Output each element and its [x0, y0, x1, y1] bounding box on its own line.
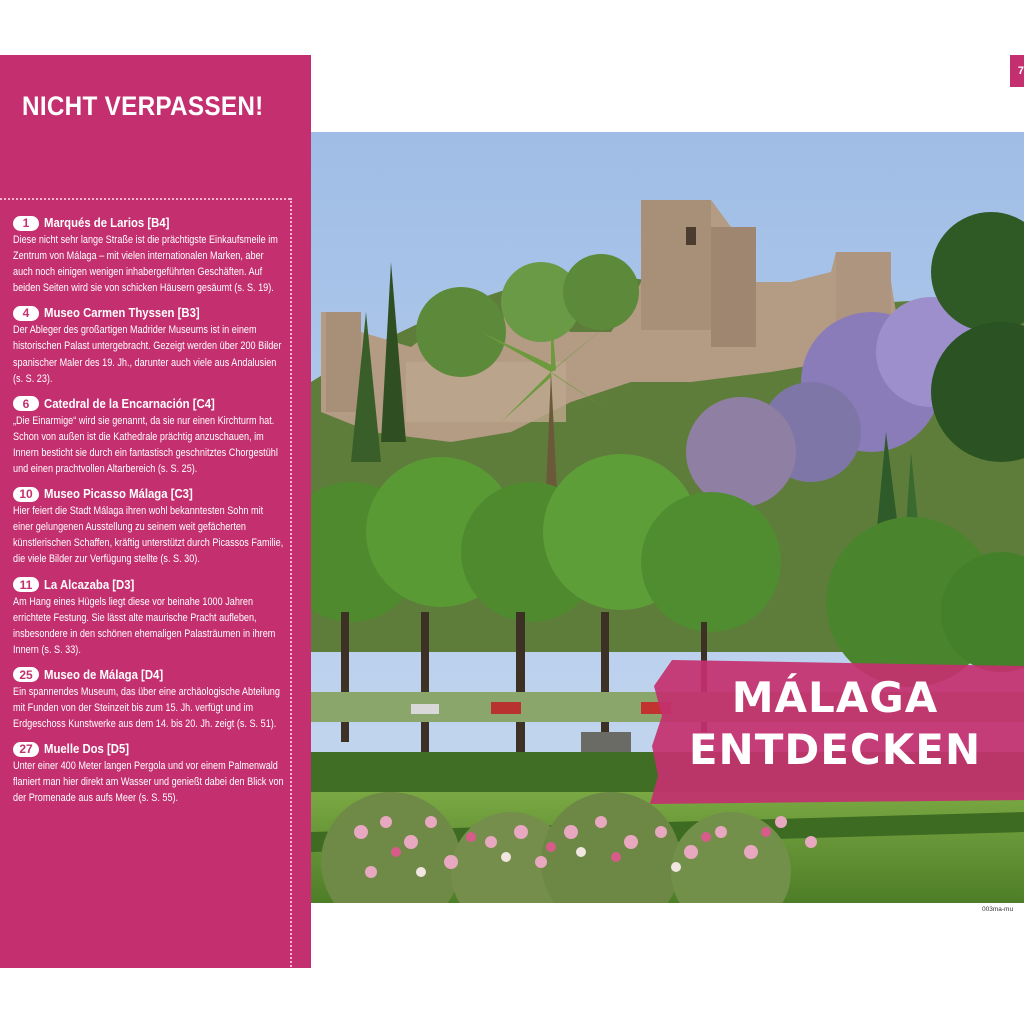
tip-number-badge: 27 — [13, 742, 39, 757]
tip-item — [13, 577, 285, 658]
tip-header — [13, 577, 285, 593]
tip-body: „Die Einarmige“ wird sie genannt, da sie nur einen Kirchturm hat. Schon von außen ist die Kathedrale prächtig anzuschauen, im Innern besticht sie durch ein fantastisch geschnitztes Chorgestühl und einen prachtvollen Altarbereich (s. S. 25). — [13, 414, 278, 476]
tip-number-badge: 6 — [13, 396, 39, 411]
tip-item — [13, 396, 285, 477]
tip-number-badge: 11 — [13, 577, 39, 592]
tip-title: Muelle Dos [D5] — [44, 741, 130, 757]
tip-item — [13, 305, 285, 386]
tip-title: La Alcazaba [D3] — [44, 576, 135, 592]
tip-header — [13, 305, 285, 321]
sidebar-divider — [0, 198, 290, 200]
photo-credit: 003ma-mu — [982, 906, 1014, 913]
tip-title: Museo Carmen Thyssen [B3] — [44, 305, 200, 321]
sidebar-divider-vertical — [290, 198, 292, 968]
tip-item — [13, 215, 285, 296]
tip-number-badge: 25 — [13, 667, 39, 682]
tip-item — [13, 486, 285, 567]
tip-number-badge: 10 — [13, 487, 39, 502]
tip-header — [13, 486, 285, 502]
tip-body: Der Ableger des großartigen Madrider Museums ist in einem historischen Palast untergebracht. Gezeigt werden über 200 Bilder spanischer Maler des 19. Jh., darunter auch viele aus Andalusien (s. S. 23). — [13, 324, 282, 385]
tip-header — [13, 741, 285, 757]
tip-title: Museo de Málaga [D4] — [44, 666, 164, 682]
headline — [650, 672, 1020, 776]
tip-body: Ein spannendes Museum, das über eine archäologische Abteilung mit Funden von der Steinzeit bis zum 15. Jh. verfügt und im Erdgeschoss Kunstwerke aus dem 14. bis 20. Jh. zeigt (s. S. 51). — [13, 685, 280, 731]
tip-title: Catedral de la Encarnación [C4] — [44, 395, 215, 411]
tip-item — [13, 741, 285, 806]
tip-number-badge: 1 — [13, 216, 39, 231]
sidebar-title: NICHT VERPASSEN! — [22, 91, 264, 121]
sidebar-panel — [0, 55, 311, 968]
tip-header — [13, 215, 285, 231]
tip-item — [13, 667, 285, 732]
page-number: 7 — [1010, 55, 1024, 87]
tip-number-badge: 4 — [13, 306, 39, 321]
tip-body: Diese nicht sehr lange Straße ist die prächtigste Einkaufsmeile im Zentrum von Málaga – mit vielen internationalen Marken, aber auch noch einigen wenigen inhabergeführten Geschäften. Auf beiden Seiten wird sie von schicken Häusern gesäumt (s. S. 19). — [13, 234, 278, 295]
headline-line-2: ENTDECKEN — [688, 725, 982, 774]
tip-list — [13, 215, 285, 815]
tip-title: Museo Picasso Málaga [C3] — [44, 486, 193, 502]
tip-header — [13, 396, 285, 412]
tip-body: Unter einer 400 Meter langen Pergola und vor einem Palmenwald flaniert man hier direkt am Wasser und genießt dabei den Blick von der Promenade aus aufs Meer (s. S. 55). — [13, 760, 284, 805]
headline-line-1: MÁLAGA — [731, 673, 939, 722]
tip-body: Hier feiert die Stadt Málaga ihren wohl bekanntesten Sohn mit einer gelungenen Ausstellung zu seinem weit gefächerten künstlerischen Schaffen, kräftig unterstützt durch Picassos Familie, die viele Bilder zur Verfügung stellte (s. S. 30). — [13, 505, 284, 566]
tip-body: Am Hang eines Hügels liegt diese vor beinahe 1000 Jahren errichtete Festung. Sie lässt alte maurische Pracht aufleben, insbesondere in den schönen ehemaligen Palasträumen in ihrem Innern (s. S. 33). — [13, 595, 276, 656]
tip-title: Marqués de Larios [B4] — [44, 215, 170, 230]
tip-header — [13, 667, 285, 683]
headline-band — [650, 656, 1024, 804]
